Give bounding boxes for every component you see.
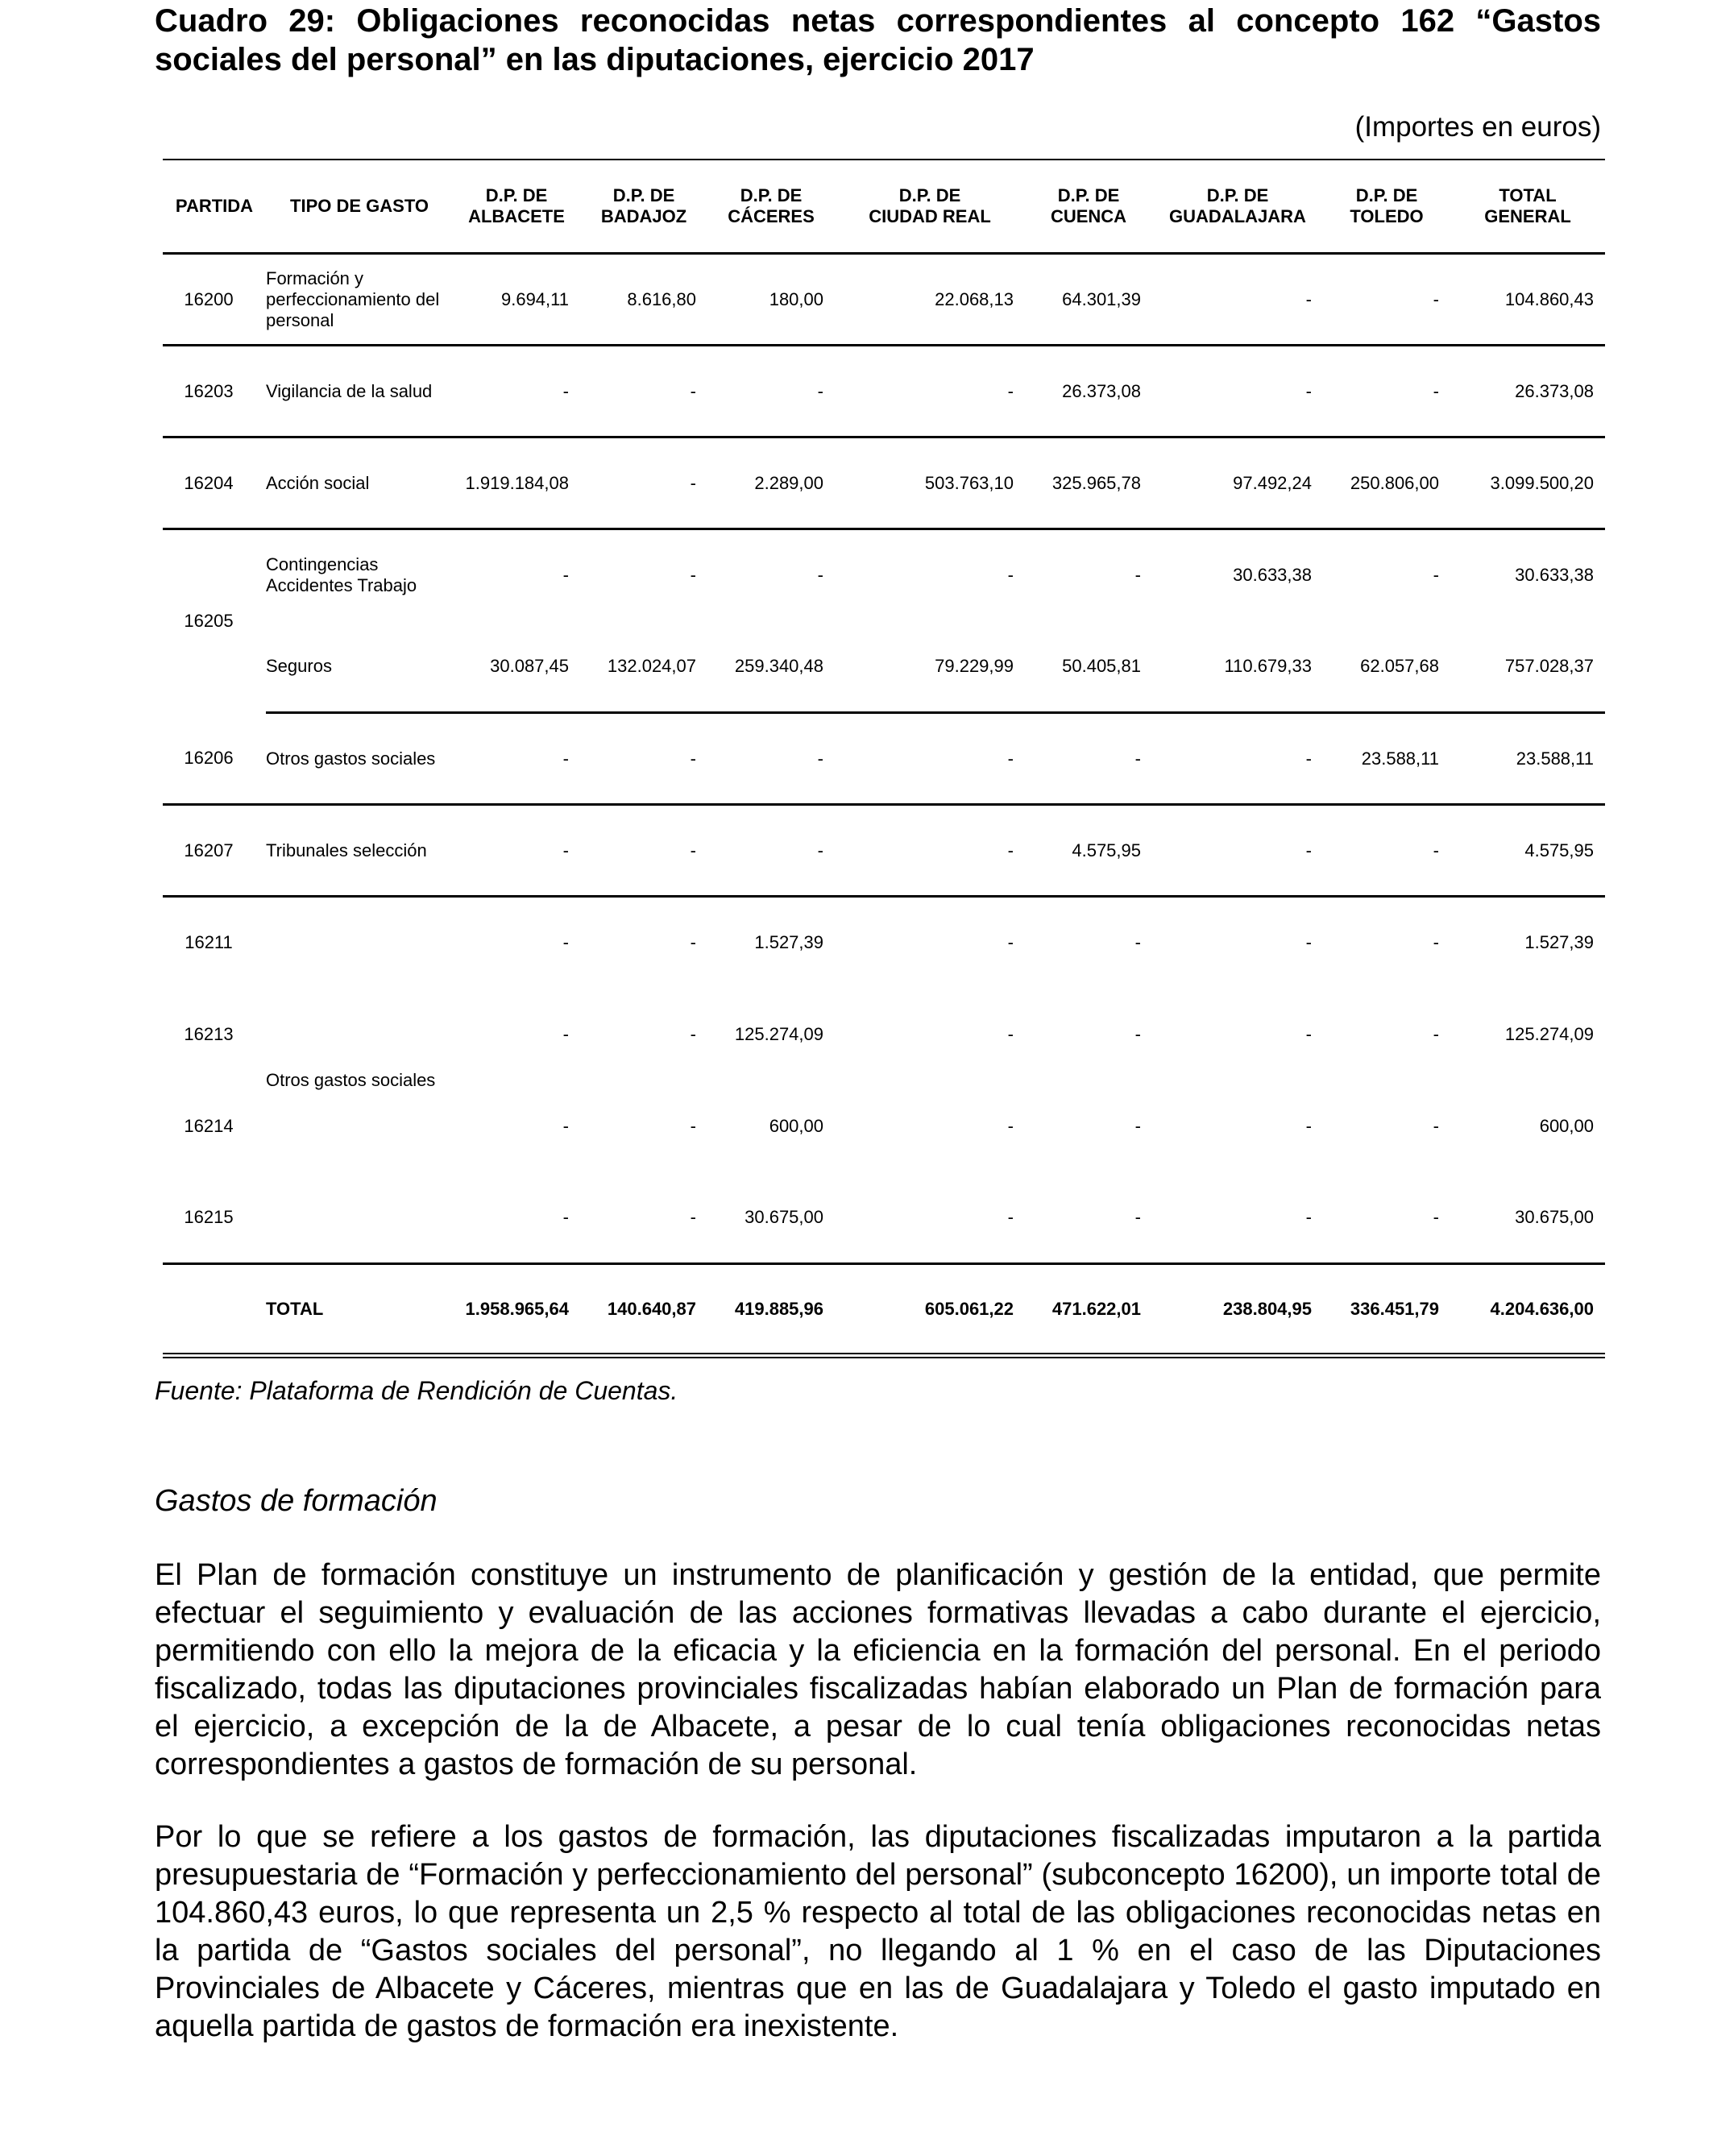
tipo-cell: Otros gastos sociales xyxy=(266,897,453,1264)
value-cell: - xyxy=(1134,1023,1141,1044)
partida-cell: 16204 xyxy=(163,437,266,529)
partida-cell: 16211 xyxy=(185,932,233,953)
total-cell: 600,00 xyxy=(1539,1115,1594,1136)
value-cell: - xyxy=(580,805,707,897)
value-cell: 30.087,45 xyxy=(453,621,580,713)
value-cell: 50.405,81 xyxy=(1025,621,1152,713)
value-cell: - xyxy=(1433,1023,1439,1044)
value-cell: - xyxy=(562,1115,569,1136)
total-value-cell: 140.640,87 xyxy=(580,1264,707,1356)
value-cell: - xyxy=(1134,565,1141,586)
value-cell: - xyxy=(1323,1172,1450,1264)
value-cell: - xyxy=(1433,1115,1439,1136)
value-cell: 325.965,78 xyxy=(1025,437,1152,529)
tipo-cell: Vigilancia de la salud xyxy=(266,346,453,437)
total-cell: 23.588,11 xyxy=(1450,713,1605,805)
value-cell: - xyxy=(562,565,569,586)
value-cell: - xyxy=(1323,254,1450,346)
total-row xyxy=(163,1264,1605,1356)
value-cell: - xyxy=(1007,1115,1014,1136)
value-cell: 97.492,24 xyxy=(1152,437,1323,529)
value-cell: - xyxy=(1025,1172,1152,1264)
header-badajoz: D.P. DE BADAJOZ xyxy=(580,160,707,254)
value-cell: - xyxy=(1007,565,1014,586)
paragraph: El Plan de formación constituye un instrumento de planificación y gestión de la entidad, que permite efectuar el seguimiento y evaluación de las acciones formativas llevadas a cabo durante el ejercicio, permitiendo con ello la mejora de la eficacia y la eficiencia en la formación del personal. En el periodo fiscalizado, todas las diputaciones provinciales fiscalizadas habían elaborado un Plan de formación para el ejercicio, a excepción de la de Albacete, a pesar de lo cual tenía obligaciones reconocidas netas correspondientes a gastos de formación de su personal. xyxy=(155,1558,1601,1781)
value-cell: 8.616,80 xyxy=(580,254,707,346)
total-cell: 104.860,43 xyxy=(1450,254,1605,346)
tipo-cell: Formación y perfeccionamiento del personal xyxy=(266,254,453,346)
value-cell: 9.694,11 xyxy=(453,254,580,346)
value-cell: 30.675,00 xyxy=(707,1172,835,1264)
tipo-cell: Otros gastos sociales xyxy=(266,713,453,805)
value-cell: - xyxy=(1152,805,1323,897)
partida-cell: 16207 xyxy=(163,805,266,897)
value-cell: 23.588,11 xyxy=(1323,713,1450,805)
tipo-cell: Contingencias Accidentes Trabajo xyxy=(266,554,417,596)
expenses-table xyxy=(163,159,1605,1358)
partida-cell: 16203 xyxy=(163,346,266,437)
value-cell: 600,00 xyxy=(769,1115,823,1136)
value-cell: - xyxy=(1323,346,1450,437)
partida-cell: 16213 xyxy=(184,1023,234,1044)
value-cell: - xyxy=(690,565,696,586)
value-cell: - xyxy=(1007,1023,1014,1044)
table-row xyxy=(163,529,1605,621)
table-row xyxy=(163,805,1605,897)
tipo-cell: Seguros xyxy=(266,621,453,713)
value-cell: - xyxy=(562,932,569,953)
value-cell: - xyxy=(835,805,1025,897)
table-row xyxy=(163,713,1605,805)
table-row xyxy=(163,621,1605,713)
total-cell: 26.373,08 xyxy=(1450,346,1605,437)
total-cell: 30.675,00 xyxy=(1450,1172,1605,1264)
header-cuenca: D.P. DE CUENCA xyxy=(1025,160,1152,254)
value-cell: - xyxy=(1305,1023,1312,1044)
value-cell: - xyxy=(562,1023,569,1044)
value-cell: - xyxy=(690,1115,696,1136)
units-note: (Importes en euros) xyxy=(1354,111,1601,143)
value-cell: - xyxy=(453,346,580,437)
value-cell: 79.229,99 xyxy=(835,621,1025,713)
value-cell: - xyxy=(1134,932,1141,953)
value-cell: - xyxy=(835,713,1025,805)
value-cell: 110.679,33 xyxy=(1152,621,1323,713)
value-cell: - xyxy=(835,1172,1025,1264)
value-cell: - xyxy=(1134,1115,1141,1136)
header-guadalajara: D.P. DE GUADALAJARA xyxy=(1152,160,1323,254)
value-cell: 259.340,48 xyxy=(707,621,835,713)
value-cell: 125.274,09 xyxy=(734,1023,823,1044)
value-cell: - xyxy=(1007,932,1014,953)
paragraph: Por lo que se refiere a los gastos de formación, las diputaciones fiscalizadas imputaron a la partida presupuestaria de “Formación y perfeccionamiento del personal” (subconcepto 16200), un importe total de 104.860,43 euros, lo que representa un 2,5 % respecto al total de las obligaciones reconocidas netas en la partida de “Gastos sociales del personal”, no llegando al 1 % en el caso de las Diputaciones Provinciales de Albacete y Cáceres, mientras que en las de Guadalajara y Toledo el gasto imputado en aquella partida de gastos de formación era inexistente. xyxy=(155,1820,1601,2043)
total-cell: 125.274,09 xyxy=(1504,1023,1594,1044)
grand-total-cell: 4.204.636,00 xyxy=(1450,1264,1605,1356)
value-cell: - xyxy=(690,1023,696,1044)
value-cell: - xyxy=(1323,805,1450,897)
total-cell: 757.028,37 xyxy=(1450,621,1605,713)
value-cell: 503.763,10 xyxy=(835,437,1025,529)
table-row xyxy=(163,346,1605,437)
partida-cell: 16214 xyxy=(184,1115,234,1136)
tipo-cell: Acción social xyxy=(266,437,453,529)
value-cell: - xyxy=(817,565,823,586)
value-cell: - xyxy=(707,713,835,805)
value-cell: 62.057,68 xyxy=(1323,621,1450,713)
value-cell: - xyxy=(707,346,835,437)
total-value-cell: 471.622,01 xyxy=(1025,1264,1152,1356)
value-cell: - xyxy=(690,932,696,953)
total-label: TOTAL xyxy=(266,1264,453,1356)
value-cell: 132.024,07 xyxy=(580,621,707,713)
section-heading: Gastos de formación xyxy=(155,1484,438,1518)
partida-cell: 16200 xyxy=(163,254,266,346)
value-cell: 2.289,00 xyxy=(707,437,835,529)
header-total: TOTAL GENERAL xyxy=(1450,160,1605,254)
value-cell: - xyxy=(1152,346,1323,437)
value-cell: - xyxy=(1152,1172,1323,1264)
value-cell: - xyxy=(453,805,580,897)
total-cell: 3.099.500,20 xyxy=(1450,437,1605,529)
total-cell: 4.575,95 xyxy=(1450,805,1605,897)
value-cell: 180,00 xyxy=(707,254,835,346)
value-cell: 250.806,00 xyxy=(1323,437,1450,529)
value-cell: - xyxy=(580,346,707,437)
total-cell: 30.633,38 xyxy=(1515,565,1594,586)
value-cell: 26.373,08 xyxy=(1025,346,1152,437)
value-cell: - xyxy=(580,1172,707,1264)
table-title: Cuadro 29: Obligaciones reconocidas netas correspondientes al concepto 162 “Gastos sociales del personal” en las diputaciones, ejercicio 2017 xyxy=(155,3,1601,77)
source-note: Fuente: Plataforma de Rendición de Cuentas. xyxy=(155,1376,678,1405)
table-row xyxy=(163,897,1605,989)
total-value-cell: 1.958.965,64 xyxy=(453,1264,580,1356)
value-cell: 30.633,38 xyxy=(1233,565,1312,586)
total-value-cell: 419.885,96 xyxy=(707,1264,835,1356)
value-cell: - xyxy=(1152,254,1323,346)
total-value-cell: 605.061,22 xyxy=(835,1264,1025,1356)
partida-cell xyxy=(163,1264,266,1356)
value-cell: 64.301,39 xyxy=(1025,254,1152,346)
value-cell: - xyxy=(1152,713,1323,805)
total-value-cell: 336.451,79 xyxy=(1323,1264,1450,1356)
value-cell: - xyxy=(453,1172,580,1264)
value-cell: 1.919.184,08 xyxy=(453,437,580,529)
value-cell: - xyxy=(580,437,707,529)
table-row xyxy=(163,437,1605,529)
value-cell: - xyxy=(707,805,835,897)
header-toledo: D.P. DE TOLEDO xyxy=(1323,160,1450,254)
value-cell: - xyxy=(835,346,1025,437)
partida-cell: 16215 xyxy=(163,1172,266,1264)
value-cell: 1.527,39 xyxy=(754,932,823,953)
value-cell: - xyxy=(580,713,707,805)
value-cell: - xyxy=(1433,565,1439,586)
header-caceres: D.P. DE CÁCERES xyxy=(707,160,835,254)
total-cell: 1.527,39 xyxy=(1524,932,1594,953)
tipo-cell: Tribunales selección xyxy=(266,805,453,897)
value-cell: - xyxy=(1305,1115,1312,1136)
value-cell: - xyxy=(1305,932,1312,953)
header-ciudad-real: D.P. DE CIUDAD REAL xyxy=(835,160,1025,254)
value-cell: - xyxy=(1025,713,1152,805)
table-row xyxy=(163,254,1605,346)
value-cell: - xyxy=(1433,932,1439,953)
header-tipo: TIPO DE GASTO xyxy=(266,160,453,254)
total-value-cell: 238.804,95 xyxy=(1152,1264,1323,1356)
partida-cell: 16206 xyxy=(163,713,266,805)
header-partida: PARTIDA xyxy=(163,160,266,254)
header-albacete: D.P. DE ALBACETE xyxy=(453,160,580,254)
partida-cell: 16205 xyxy=(184,611,234,632)
value-cell: 4.575,95 xyxy=(1025,805,1152,897)
value-cell: - xyxy=(453,713,580,805)
table-header-row xyxy=(163,160,1605,254)
value-cell: 22.068,13 xyxy=(835,254,1025,346)
